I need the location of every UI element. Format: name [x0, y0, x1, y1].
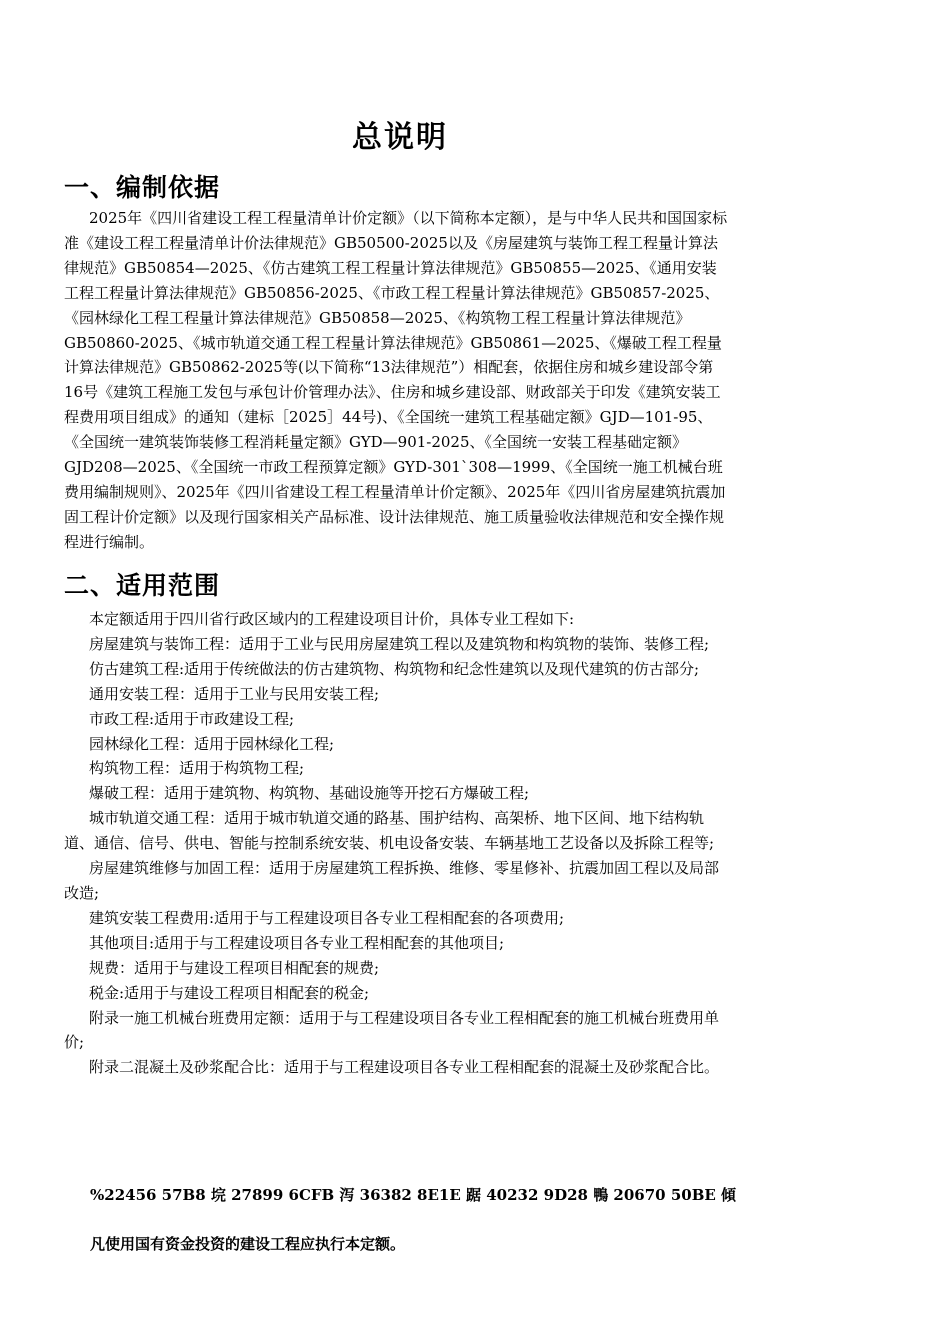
- section-body-scope: [64, 607, 730, 1080]
- paragraph: 附录一施工机械台班费用定额：适用于与工程建设项目各专业工程相配套的施工机械台班费用单价;: [64, 1008, 720, 1052]
- paragraph: 仿古建筑工程:适用于传统做法的仿古建筑物、构筑物和纪念性建筑以及现代建筑的仿古部分;: [89, 659, 700, 678]
- paragraph: 建筑安装工程费用:适用于与工程建设项目各专业工程相配套的各项费用;: [89, 908, 565, 927]
- paragraph: 房屋建筑维修与加固工程：适用于房屋建筑工程拆换、维修、零星修补、抗震加固工程以及局部改造;: [64, 859, 720, 902]
- paragraph: 房屋建筑与装饰工程：适用于工业与民用房屋建筑工程以及建筑物和构筑物的装饰、装修工程;: [89, 634, 710, 653]
- paragraph: 附录二混凝土及砂浆配合比：适用于与工程建设项目各专业工程相配套的混凝土及砂浆配合比。: [89, 1058, 720, 1077]
- paragraph: 爆破工程：适用于建筑物、构筑物、基础设施等开挖石方爆破工程;: [89, 784, 530, 803]
- paragraph: 城市轨道交通工程：适用于城市轨道交通的路基、围护结构、高架桥、地下区间、地下结构轨道、通信、信号、供电、智能与控制系统安装、机电设备安装、车辆基地工艺设备以及拆除工程等;: [64, 809, 715, 853]
- paragraph: 税金:适用于与建设工程项目相配套的税金;: [89, 983, 370, 1002]
- document-title: 总说明: [352, 120, 448, 155]
- paragraph: 构筑物工程：适用于构筑物工程;: [89, 759, 305, 778]
- paragraph: 园林绿化工程：适用于园林绿化工程;: [89, 734, 335, 753]
- closing-statement: 凡使用国有资金投资的建设工程应执行本定额。: [90, 1235, 406, 1253]
- paragraph: 2025年《四川省建设工程工程量清单计价定额》（以下简称本定额），是与中华人民共和国国家标准《建设工程工程量清单计价法律规范》GB50500-2025以及《房屋建筑与装饰工程工程量计算法律规范》GB50854—2025、《仿古建筑工程工程量计算法律规范》GB50855—2025、《通用安装工程工程量计算法律规范》GB50856-2025、《市政工程工程量计算法律规范》GB50857-2025、《园林绿化工程工程量计算法律规范》GB50858—2025、《构筑物工程工程量计算法律规范》GB50860-2025、《城市轨道交通工程工程量计算法律规范》GB50861—2025、《爆破工程工程量计算法律规范》GB50862-2025等(以下简称“13法律规范”）相配套，依据住房和城乡建设部令第16号《建筑工程施工发包与承包计价管理办法》、住房和城乡建设部、财政部关于印发《建筑安装工程费用项目组成》的通知（建标［2025］44号)、《全国统一建筑工程基础定额》GJD—101-95、《全国统一建筑装饰装修工程消耗量定额》GYD—901-2025、《全国统一安装工程基础定额》GJD208—2025、《全国统一市政工程预算定额》GYD-301`308—1999、《全国统一施工机械台班费用编制规则》、2025年《四川省建设工程工程量清单计价定额》、2025年《四川省房屋建筑抗震加固工程计价定额》以及现行国家相关产品标准、设计法律规范、施工质量验收法律规范和安全操作规程进行编制。: [64, 209, 728, 551]
- garbled-text-line: %22456 57B8 垸 27899 6CFB 泻 36382 8E1E 踞 40232 9D28 鴨 20670 50BE 傾: [90, 1186, 737, 1204]
- paragraph: 市政工程:适用于市政建设工程;: [89, 709, 295, 728]
- paragraph: 本定额适用于四川省行政区域内的工程建设项目计价，具体专业工程如下:: [89, 610, 575, 628]
- paragraph: 其他项目:适用于与工程建设项目各专业工程相配套的其他项目;: [89, 933, 505, 952]
- paragraph: 规费：适用于与建设工程项目相配套的规费;: [89, 958, 380, 977]
- section-heading-basis: 一、编制依据: [64, 173, 221, 202]
- section-body-basis: [64, 206, 730, 555]
- paragraph: 通用安装工程：适用于工业与民用安装工程;: [89, 684, 380, 703]
- section-heading-scope: 二、适用范围: [64, 571, 221, 600]
